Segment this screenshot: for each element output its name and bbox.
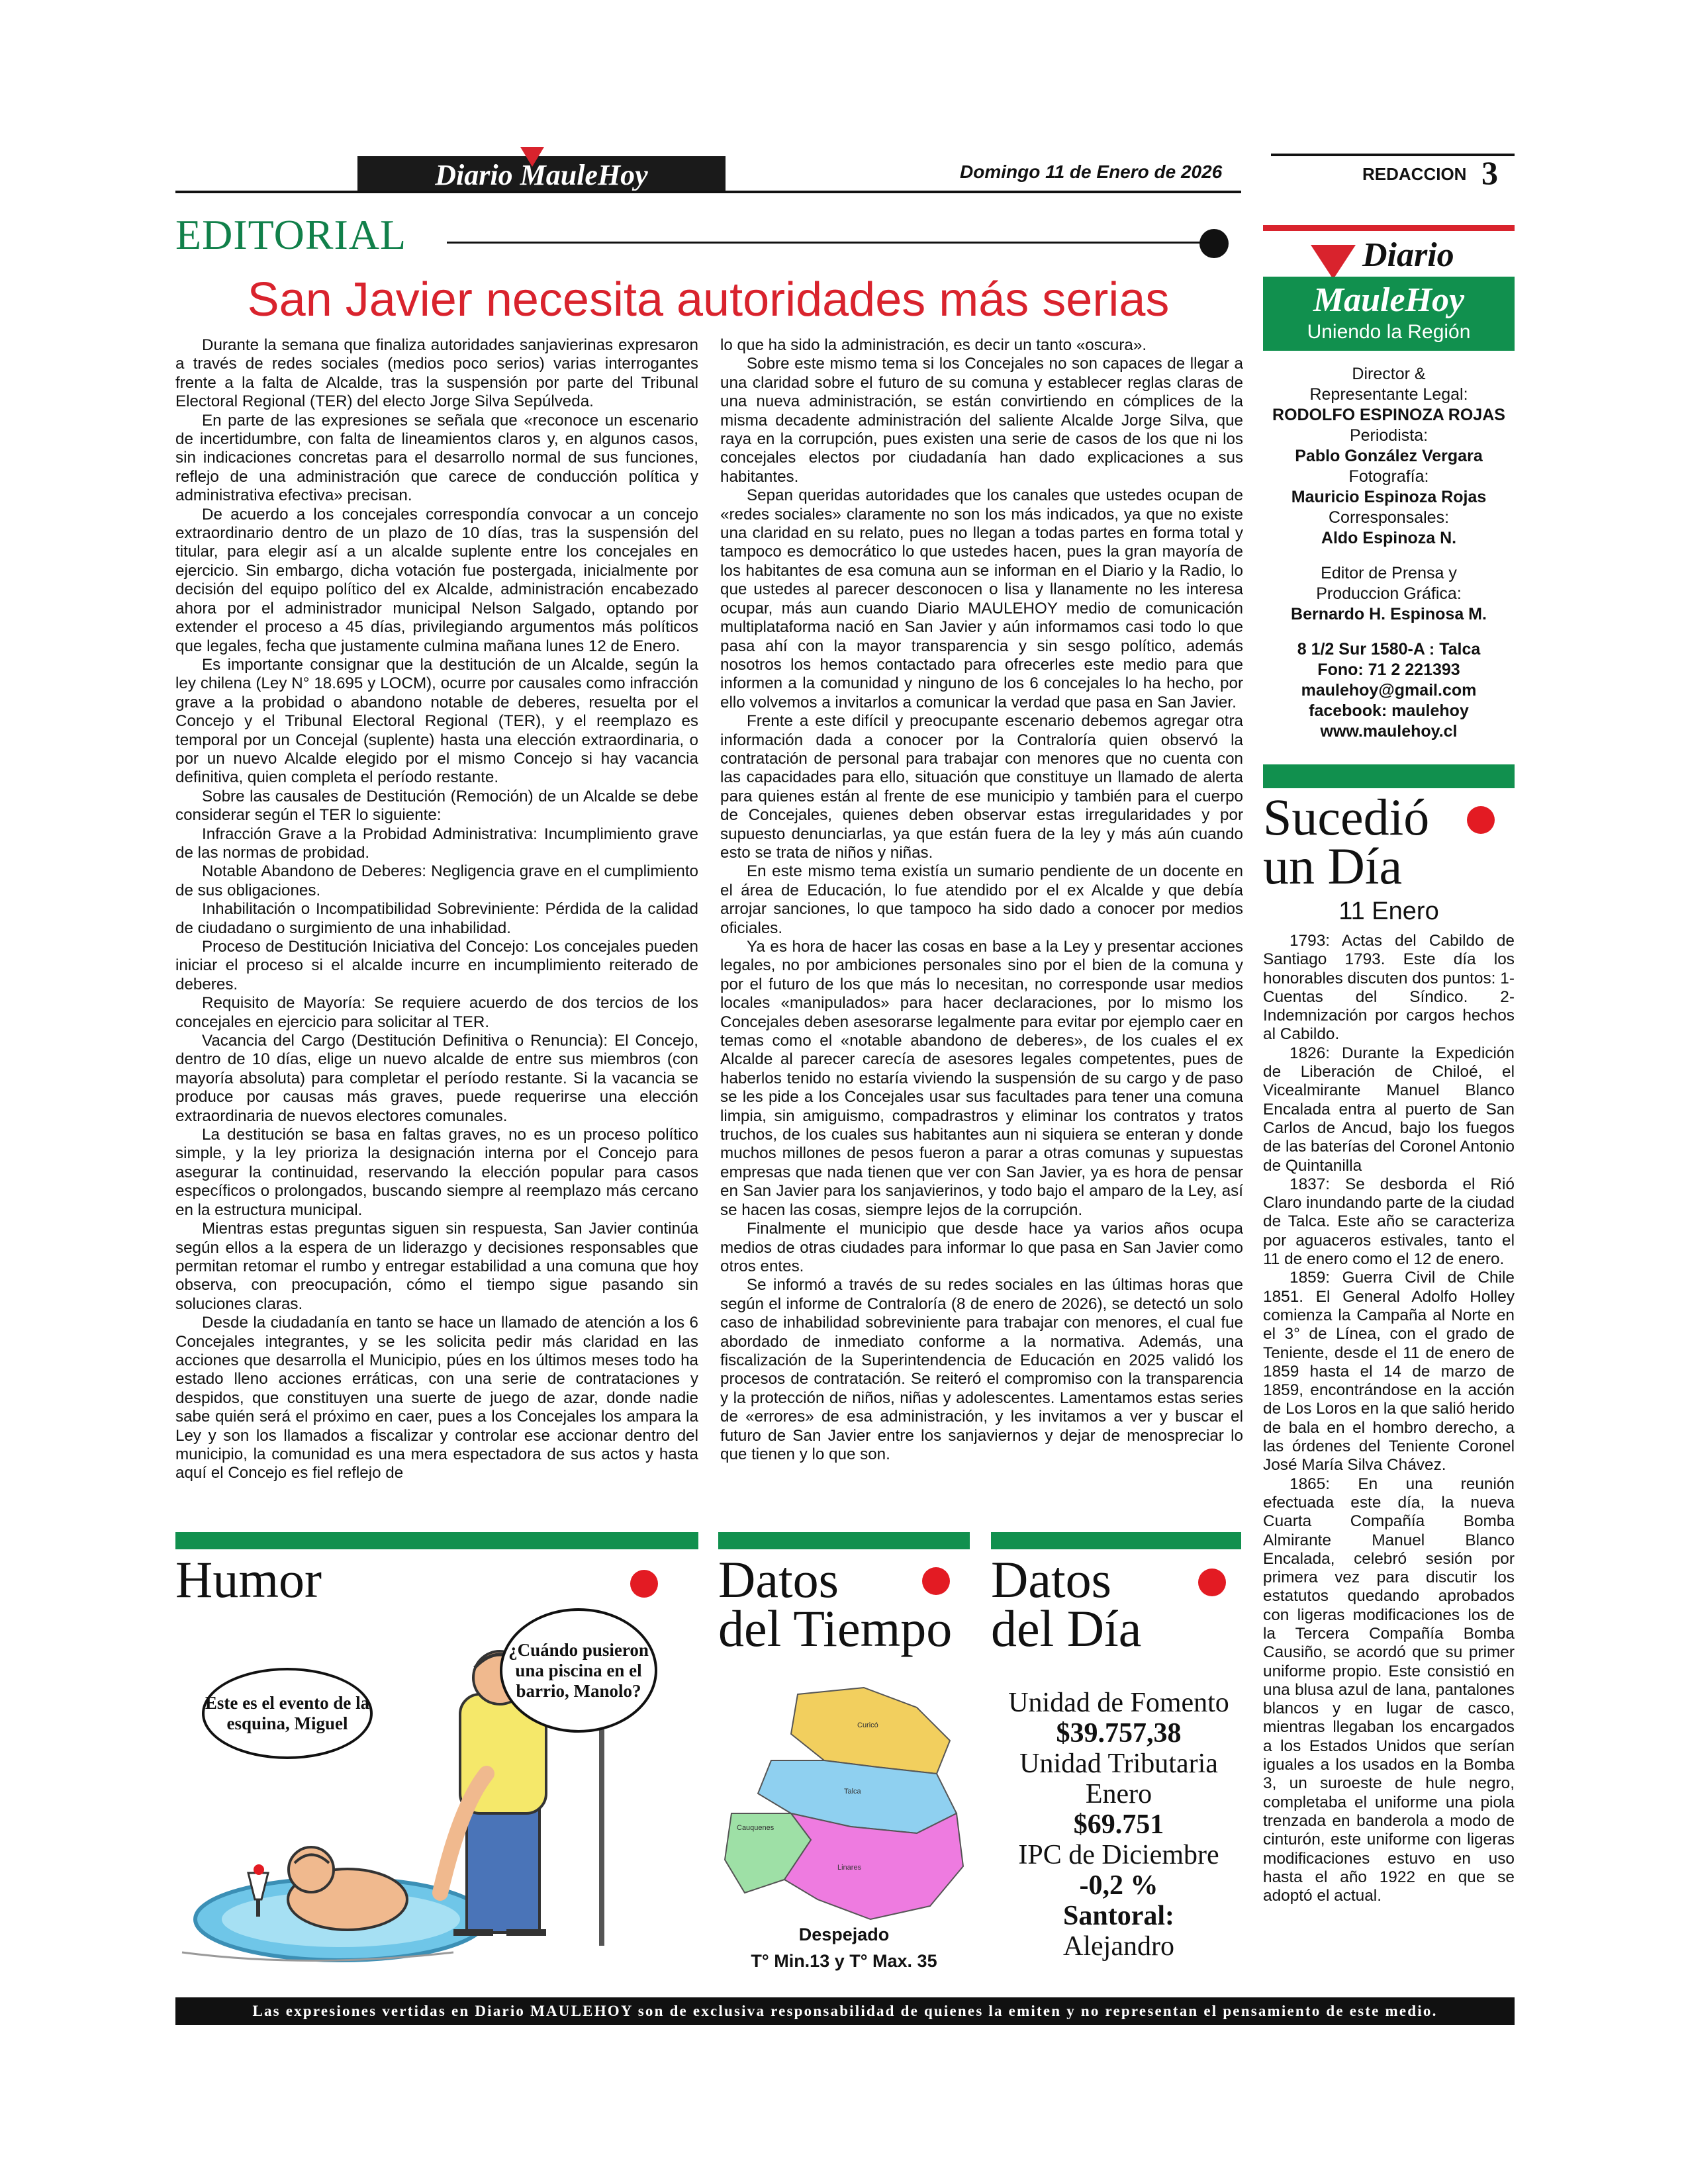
humor-cartoon	[175, 1608, 698, 1979]
logo-diario: Diario	[1362, 236, 1454, 274]
issue-date: Domingo 11 de Enero de 2026	[960, 161, 1223, 182]
contact-phone: Fono: 71 2 221393	[1317, 660, 1460, 679]
weather-condition: Despejado	[798, 1925, 890, 1944]
sucedio-entries	[1263, 932, 1515, 1905]
tiempo-green-bar	[718, 1532, 970, 1549]
utm-label: Unidad Tributaria	[1019, 1749, 1218, 1779]
uf-label: Unidad de Fomento	[1008, 1688, 1229, 1718]
sucedio-title-line1: Sucedió	[1263, 788, 1430, 846]
credit-name: Pablo González Vergara	[1295, 447, 1483, 465]
history-entry: 1793: Actas del Cabildo de Santiago 1793. Este día los honorables discuten dos puntos: 1- Cuentas del Síndico. 2- Indemnización por cargos hechos al Cabildo.	[1263, 932, 1515, 1044]
credit-name: Aldo Espinoza N.	[1321, 529, 1457, 547]
paragraph: lo que ha sido la administración, es decir un tanto «oscura».	[720, 336, 1147, 354]
header-rule	[175, 191, 1241, 193]
masthead-title: Diario MauleHoy	[435, 158, 648, 191]
footer-disclaimer: Las expresiones vertidas en Diario MAULEHOY son de exclusiva responsabilidad de quienes la emiten y no representan el pensamiento de este medio.	[175, 1997, 1515, 2025]
map-label: Linares	[837, 1864, 862, 1872]
contact-address: 8 1/2 Sur 1580-A : Talca	[1297, 640, 1481, 659]
utm-month: Enero	[1085, 1779, 1152, 1809]
paragraph: Durante la semana que finaliza autoridades sanjavierinas expresaron a través de redes sociales (medios poco serios) varias interrogantes frente a la falta de Alcalde, tras la suspensión por parte del Tribunal Electoral Regional (TER) del electo Jorge Silva Sepúlveda.	[175, 336, 698, 411]
paragraph: Frente a este difícil y preocupante escenario debemos agregar otra información dada a conocer por la Contraloría quien observó la contratación de personal para trabajar con menores que no cuenta con las capacidades para ello, situación que constituye un llamado de alerta para quienes están al frente de ese municipio y también para el cuerpo de Concejales, quienes deben observar estas irregularidades y por supuesto denunciarlas, ya que están fuera de la ley y más aún cuando esto se trata de niños y niñas.	[720, 712, 1243, 862]
paragraph: Es importante consignar que la destitución de un Alcalde, según la ley chilena (Ley N° 18.695 y LOCM), ocurre por causales como infracción grave a la probidad o abandono notable de deberes, resuelta por el Concejo y el Tribunal Electoral Regional (TER), y el reemplazo es temporal por un Concejal (suplente) hasta una elección extraordinaria, o por un nuevo Alcalde elegido por el mismo Concejo si hay vacancia definitiva, quien completa el período restante.	[175, 655, 698, 787]
utm-value: $69.751	[1073, 1809, 1164, 1840]
sucedio-title	[1263, 788, 1430, 895]
paragraph: Sobre este mismo tema si los Concejales no son capaces de llegar a una claridad sobre el futuro de su comuna y establecer reglas claras de una nueva administración, se están convirtiendo en cómplices de la misma decadente administración del saliente Alcalde Jorge Silva, que raya en la corrupción, pues existen una serie de casos de los que ni los concejales electos por ciudadanía han dado explicaciones a sus habitantes.	[720, 355, 1243, 486]
maule-region-map	[718, 1681, 970, 1926]
paragraph: Infracción Grave a la Probidad Administrativa: Incumplimiento grave de las normas de probidad.	[175, 825, 698, 862]
paragraph: Sobre las causales de Destitución (Remoción) de un Alcalde se debe considerar según el TER lo siguiente:	[175, 787, 698, 825]
paragraph: Ya es hora de hacer las cosas en base a la Ley y presentar acciones legales, no por ambiciones personales sino por el bien de la comuna y por el futuro de los que más lo necesitan, no corresponde usar medios locales «manipulados» para hacer declaraciones, por lo mismo los Concejales deben asesorarse legalmente para evitar por ejemplo caer en temas como el «notable abandono de deberes», de los cuales el ex Alcalde al parecer carecía de asesores legales competentes, pues de haberlos tenido no estaría viviendo la suspensión de su cargo y de paso se les pide a los Concejales usar sus facultades para tener una comuna limpia, sin amiguismo, compadrastros y eliminar los contratos y tratos truchos, de los cuales sus habitantes aun ni siquiera se enteran y donde muchos millones de pesos fueron a parar a otras comunas y supuestas empresas que nada tienen que ver con San Javier, ya es hora de pensar en San Javier para los sanjavierinos, y todo bajo el amparo de la Ley, así se hacen las cosas, siempre lejos de la corrupción.	[720, 938, 1243, 1219]
paragraph: En este mismo tema existía un sumario pendiente de un docente en el área de Educación, lo fue atendido por el ex Alcalde y que debía arrojar sanciones, lo que tampoco ha sido dado a conocer por medios oficiales.	[720, 862, 1243, 937]
credit-role: Editor de Prensa y	[1321, 564, 1457, 582]
paragraph: Mientras estas preguntas siguen sin respuesta, San Javier continúa según ellos a la espera de un liderazgo y decisiones responsables que permitan retomar el rumbo y entregar estabilidad a una comuna que hoy observa, con preocupación, cómo el tiempo sigue pasando sin soluciones claras.	[175, 1220, 698, 1313]
history-entry: 1865: En una reunión efectuada este día, la nueva Cuarta Compañía Bomba Almirante Manuel Blanco Encalada, celebró sesión por primera vez para discutir los estatutos quedando aprobados con ligeras modificaciones los de la Tercera Compañía Bomba Causiño, se acordó que su primer uniforme propio. Este consistió en una blusa azul de lana, pantalones blancos y en lugar de casco, mientras llegaban los encargados a los Estados Unidos que serían iguales a los usados en la Bomba 3, un suroeste de hule negro, completaba el uniforme una piola trenzada en banderola a modo de cinturón, este uniforme con ligeras modificaciones estuvo en uso hasta el año 1922 en que se adoptó el actual.	[1263, 1475, 1515, 1905]
logo-green-box	[1263, 277, 1515, 351]
credit-role: Director &	[1352, 365, 1426, 383]
paragraph: Proceso de Destitución Iniciativa del Concejo: Los concejales pueden iniciar el proceso si el alcalde incurre en incumplimiento reiterado de deberes.	[175, 938, 698, 993]
paragraph: La destitución se basa en faltas graves, no es un proceso político simple, y la ley prioriza la designación interna por el Concejo para asegurar la continuidad, reservando la elección popular para casos específicos o prolongados, buscando siempre al reemplazo más cercano en la estructura municipal.	[175, 1126, 698, 1219]
map-label: Talca	[844, 1788, 861, 1796]
paragraph: Requisito de Mayoría: Se requiere acuerdo de dos tercios de los concejales en ejercicio para solicitar al TER.	[175, 994, 698, 1031]
credit-role: Produccion Gráfica:	[1316, 584, 1462, 603]
page-number: 3	[1481, 154, 1498, 191]
humor-title: Humor	[175, 1551, 322, 1608]
datos-dia-green-bar	[991, 1532, 1241, 1549]
logo-brand: MauleHoy	[1313, 281, 1465, 319]
section-label: REDACCION	[1362, 164, 1467, 184]
credit-name: RODOLFO ESPINOZA ROJAS	[1272, 406, 1505, 424]
editorial-rule	[447, 242, 1208, 244]
paragraph: Notable Abandono de Deberes: Negligencia grave en el cumplimiento de sus obligaciones.	[175, 862, 698, 899]
humor-red-dot	[630, 1570, 658, 1598]
editorial-label: EDITORIAL	[175, 211, 407, 258]
humor-green-bar	[175, 1532, 698, 1549]
editorial-column-1	[175, 336, 698, 1483]
staff-credits	[1263, 364, 1515, 742]
credit-name: Mauricio Espinoza Rojas	[1291, 488, 1487, 506]
sucedio-red-dot	[1467, 806, 1495, 834]
editorial-column-2	[720, 336, 1243, 1464]
history-entry: 1837: Se desborda el Rió Claro inundando parte de la ciudad de Talca. Este año se caracteriza por aguaceros estivales, tanto el 11 de enero como el 12 de enero.	[1263, 1175, 1515, 1269]
logo-red-triangle	[1311, 245, 1356, 279]
history-entry: 1859: Guerra Civil de Chile 1851. El General Adolfo Holley comienza la Campaña al Norte en el 3° de Línea, con el grado de Teniente, desde el 11 de enero de 1859 hasta el 14 de marzo de 1859, encontrándose en la acción de Los Loros en la que salió herido de bala en el hombro derecho, a las órdenes del Teniente Coronel José María Silva Chávez.	[1263, 1269, 1515, 1475]
paragraph: De acuerdo a los concejales correspondía convocar a un concejo extraordinario dentro de un plazo de 10 días, tras la suspensión del titular, para elegir así a un alcalde suplente entre los concejales en ejercicio. Sin embargo, dicha votación fue postergada, inicialmente por decisión del equipo político del ex Alcalde, administración encabezado ahora por el administrador municipal Nelson Salgado, optando por extender el proceso a 45 días, privilegiando argumentos más políticos que legales, fecha que justamente culmina mañana lunes 12 de Enero.	[175, 505, 698, 655]
map-label: Curicó	[857, 1721, 878, 1729]
datos-dia-values	[986, 1688, 1251, 1962]
paragraph: Finalmente el municipio que desde hace ya varios años ocupa medios de otras ciudades para informar lo que pasa en San Javier como otros entes.	[720, 1220, 1243, 1275]
ipc-value: -0,2 %	[1079, 1870, 1158, 1901]
masthead-red-mark	[520, 147, 544, 167]
santoral-label: Santoral:	[1063, 1901, 1174, 1931]
credit-role: Corresponsales:	[1328, 508, 1450, 527]
uf-value: $39.757,38	[1056, 1718, 1182, 1749]
datos-dia-title	[991, 1551, 1142, 1657]
credit-role: Representante Legal:	[1309, 385, 1468, 404]
contact-website[interactable]: www.maulehoy.cl	[1320, 722, 1458, 741]
credit-role: Periodista:	[1349, 426, 1429, 445]
weather-temps: T° Min.13 y T° Max. 35	[751, 1951, 937, 1971]
logo-slogan: Uniendo la Región	[1307, 321, 1471, 343]
sucedio-date: 11 Enero	[1338, 897, 1439, 925]
ipc-label: IPC de Diciembre	[1018, 1840, 1219, 1870]
datos-dia-title-line2: del Día	[991, 1600, 1142, 1657]
headline: San Javier necesita autoridades más serias	[247, 273, 1170, 326]
credit-role: Fotografía:	[1348, 467, 1429, 486]
santoral-value: Alejandro	[1063, 1931, 1174, 1962]
speech-bubble-right: ¿Cuándo pusieron una piscina en el barrio, Manolo?	[500, 1608, 657, 1733]
editorial-dot	[1199, 229, 1229, 258]
history-entry: 1826: Durante la Expedición de Liberación de Chiloé, el Vicealmirante Manuel Blanco Encalada entra al puerto de San Carlos de Ancud, bajo los fuegos de las baterías del Coronel Antonio de Quintanilla	[1263, 1044, 1515, 1175]
tiempo-title-line1: Datos	[718, 1551, 839, 1608]
paragraph: Vacancia del Cargo (Destitución Definitiva o Renuncia): El Concejo, dentro de 10 días, elige un nuevo alcalde de entre sus miembros (con mayoría absoluta) para completar el período restante. Si la vacancia se produce por causas más graves, puede requerirse una elección extraordinaria de nuevos electores comunales.	[175, 1032, 698, 1125]
datos-dia-title-line1: Datos	[991, 1551, 1111, 1608]
paragraph: Sepan queridas autoridades que los canales que ustedes ocupan de «redes sociales» claramente no son los más indicados, ya que no existe una claridad en su relato, pues no llegan a todas partes en forma total y tampoco es democrático lo que ustedes hacen, pues la gran mayoría de los habitantes de esa comuna aun se informan en el Diario y la Radio, lo que ustedes al parecer desconocen o lisa y llanamente no les interesa ocupar, más aun cuando Diario MAULEHOY medio de comunicación multiplataforma nació en San Javier y aún informamos casi todo lo que pasa ahí con la mayor transparencia y sin sesgo político, además nosotros los hemos contactado para ofrecerles este medio para que informen a la comunidad y ninguno de los 6 concejales lo ha hecho, por ello volvemos a invitarlos a comunicar la verdad que pasa en San Javier.	[720, 486, 1243, 711]
sucedio-title-line2: un Día	[1263, 837, 1403, 895]
sidebar-green-bar	[1263, 764, 1515, 788]
paragraph: Inhabilitación o Incompatibilidad Sobreviniente: Pérdida de la calidad de ciudadano o surgimiento de una inhabilidad.	[175, 900, 698, 937]
contact-facebook[interactable]: facebook: maulehoy	[1309, 702, 1469, 720]
paragraph: Desde la ciudadanía en tanto se hace un llamado de atención a los 6 Concejales integrantes, y se les solicita pedir más claridad en las acciones que desarrolla el Municipio, púes en los últimos meses todo ha estado lleno acciones erráticas, con una serie de contrataciones y despidos, que constituyen una suerte de juego de azar, donde nadie sabe quién será el próximo en caer, pues a los Concejales los ampara la Ley y son los llamados a fiscalizar y controlar ese accionar dentro del municipio, la comunidad es una mera espectadora de sus actos y hasta aquí el Concejo es fiel reflejo de	[175, 1314, 698, 1482]
weather-map	[718, 1681, 970, 1939]
contact-email[interactable]: maulehoy@gmail.com	[1301, 681, 1477, 700]
masthead	[357, 156, 726, 193]
tiempo-title	[718, 1551, 953, 1657]
tiempo-red-dot	[922, 1567, 950, 1595]
credit-name: Bernardo H. Espinosa M.	[1291, 605, 1487, 623]
sidebar-red-bar	[1263, 225, 1515, 231]
header-rule-right	[1271, 154, 1515, 156]
tiempo-title-line2: del Tiempo	[718, 1600, 953, 1657]
speech-bubble-left: Este es el evento de la esquina, Miguel	[202, 1668, 373, 1759]
paragraph: En parte de las expresiones se señala que «reconoce un escenario de incertidumbre, con falta de lineamientos claros y, en algunos casos, sin indicaciones concretas para el desarrollo normal de sus funciones, reflejo de una administración que carece de conducción política y administrativa efectiva» precisan.	[175, 411, 698, 505]
datos-dia-red-dot	[1198, 1569, 1226, 1596]
paragraph: Se informó a través de su redes sociales en las últimas horas que según el informe de Contraloría (8 de enero de 2026), se detectó un solo caso de inhabilidad sobreviniente para trabajar con menores, el cual fue abordado de inmediato conforme a la normativa. Además, una fiscalización de la Superintendencia de Educación en 2025 validó los procesos de contratación. Se reiteró el compromiso con la transparencia y la protección de niños, niñas y adolescentes. Lamentamos estas series de «errores» de esa administración, y les invitamos a ver y buscar el futuro de San Javier entre los sanjaviernos y dejar de menospreciar lo que tienen y lo que son.	[720, 1276, 1243, 1463]
sidebar-logo	[1263, 233, 1515, 352]
map-label: Cauquenes	[737, 1824, 774, 1832]
